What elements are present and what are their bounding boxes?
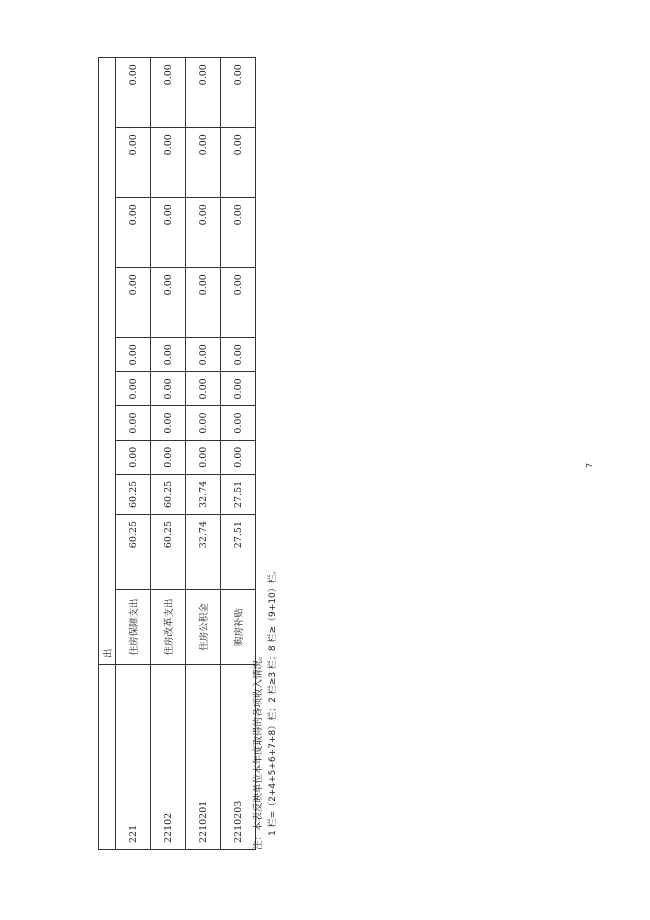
row-value: 0.00 xyxy=(151,338,186,372)
header-label: 出 xyxy=(99,58,116,665)
row-value: 0.00 xyxy=(116,198,151,268)
row-value: 0.00 xyxy=(116,440,151,474)
row-value: 0.00 xyxy=(221,58,256,128)
row-value: 0.00 xyxy=(221,372,256,406)
table-row xyxy=(151,58,186,850)
row-code: 2210201 xyxy=(186,665,221,850)
row-value: 0.00 xyxy=(116,338,151,372)
row-name: 住房保障支出 xyxy=(116,590,151,665)
note-line-2: 1 栏=（2+4+5+6+7+8）栏；2 栏≥3 栏；8 栏≥（9+10）栏。 xyxy=(268,565,278,836)
row-value: 0.00 xyxy=(221,128,256,198)
row-value: 0.00 xyxy=(186,406,221,440)
row-value: 0.00 xyxy=(221,338,256,372)
row-value: 0.00 xyxy=(116,58,151,128)
row-value: 0.00 xyxy=(186,198,221,268)
row-name: 购房补贴 xyxy=(221,590,256,665)
row-value: 0.00 xyxy=(151,268,186,338)
table-row xyxy=(116,58,151,850)
row-total: 60.25 xyxy=(151,515,186,590)
row-code: 2210203 xyxy=(221,665,256,850)
row-value: 0.00 xyxy=(221,268,256,338)
row-value: 0.00 xyxy=(221,440,256,474)
row-code: 221 xyxy=(116,665,151,850)
row-total: 32.74 xyxy=(186,515,221,590)
row-value: 0.00 xyxy=(186,58,221,128)
row-name: 住房改革支出 xyxy=(151,590,186,665)
row-value: 0.00 xyxy=(186,440,221,474)
table-row xyxy=(221,58,256,850)
table-header-row xyxy=(99,58,116,850)
row-wrapped-value: 32.74 xyxy=(186,474,221,514)
row-value: 0.00 xyxy=(186,128,221,198)
table-notes xyxy=(252,565,280,850)
row-name: 住房公积金 xyxy=(186,590,221,665)
row-value: 0.00 xyxy=(116,372,151,406)
page-number: 7 xyxy=(585,462,594,468)
row-value: 0.00 xyxy=(186,372,221,406)
row-value: 0.00 xyxy=(221,406,256,440)
row-value: 0.00 xyxy=(151,58,186,128)
row-value: 0.00 xyxy=(116,406,151,440)
row-value: 0.00 xyxy=(116,128,151,198)
row-wrapped-value: 60.25 xyxy=(116,474,151,514)
row-wrapped-value: 60.25 xyxy=(151,474,186,514)
row-code: 22102 xyxy=(151,665,186,850)
row-total: 27.51 xyxy=(221,515,256,590)
row-value: 0.00 xyxy=(186,268,221,338)
row-value: 0.00 xyxy=(116,268,151,338)
row-wrapped-value: 27.51 xyxy=(221,474,256,514)
row-value: 0.00 xyxy=(151,128,186,198)
revenue-table xyxy=(98,57,256,850)
note-line-1: 注：本表反映单位本年度取得的各项收入情况。 xyxy=(253,650,264,850)
row-value: 0.00 xyxy=(151,198,186,268)
row-value: 0.00 xyxy=(151,372,186,406)
row-value: 0.00 xyxy=(151,406,186,440)
table-row xyxy=(186,58,221,850)
row-value: 0.00 xyxy=(186,338,221,372)
row-total: 60.25 xyxy=(116,515,151,590)
row-value: 0.00 xyxy=(221,198,256,268)
row-value: 0.00 xyxy=(151,440,186,474)
header-blank-cell xyxy=(99,665,116,850)
